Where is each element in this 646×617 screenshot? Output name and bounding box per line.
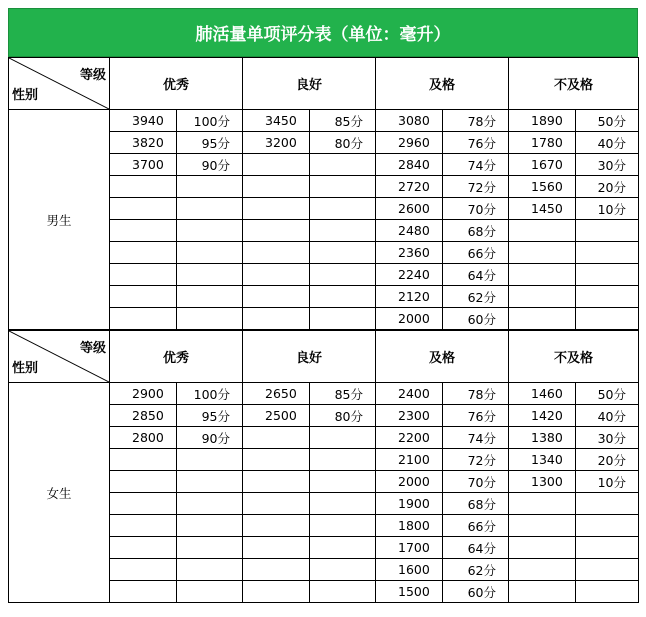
volume-cell [110,264,177,286]
score-table-female [8,330,639,603]
score-cell: 68分 [443,493,509,515]
score-cell [177,493,243,515]
volume-cell: 2120 [376,286,443,308]
score-cell: 10分 [576,198,639,220]
score-cell [177,286,243,308]
score-cell: 85分 [310,110,376,132]
volume-cell [509,264,576,286]
volume-cell: 3450 [243,110,310,132]
score-cell: 72分 [443,176,509,198]
volume-cell: 2600 [376,198,443,220]
header-row [9,58,639,110]
volume-cell [509,308,576,330]
score-cell: 20分 [576,176,639,198]
volume-cell: 1460 [509,383,576,405]
volume-cell: 2300 [376,405,443,427]
score-cell: 66分 [443,515,509,537]
volume-cell [110,242,177,264]
score-cell: 74分 [443,427,509,449]
score-cell: 64分 [443,264,509,286]
corner-header-cell [9,331,110,383]
score-cell [177,264,243,286]
score-cell: 74分 [443,154,509,176]
score-cell [310,515,376,537]
score-cell [310,220,376,242]
volume-cell: 2000 [376,308,443,330]
volume-cell [509,581,576,603]
score-cell: 76分 [443,405,509,427]
volume-cell: 2900 [110,383,177,405]
score-cell: 40分 [576,405,639,427]
volume-cell [243,515,310,537]
gender-label: 性别 [12,361,39,376]
volume-cell [110,493,177,515]
score-cell: 70分 [443,471,509,493]
volume-cell [110,515,177,537]
volume-cell [110,286,177,308]
level-label: 等级 [79,341,106,356]
score-cell [177,559,243,581]
score-cell: 78分 [443,383,509,405]
score-cell: 64分 [443,537,509,559]
score-cell [177,581,243,603]
volume-cell: 2960 [376,132,443,154]
score-cell [177,449,243,471]
score-cell [310,308,376,330]
volume-cell: 3820 [110,132,177,154]
volume-cell: 2200 [376,427,443,449]
volume-cell [243,264,310,286]
score-cell [177,537,243,559]
score-cell [310,581,376,603]
score-cell: 85分 [310,383,376,405]
score-cell [310,537,376,559]
volume-cell [509,220,576,242]
header-row [9,331,639,383]
score-cell: 80分 [310,405,376,427]
volume-cell [110,559,177,581]
volume-cell: 1450 [509,198,576,220]
volume-cell [509,242,576,264]
volume-cell: 1300 [509,471,576,493]
score-cell [576,537,639,559]
volume-cell: 2850 [110,405,177,427]
volume-cell: 1500 [376,581,443,603]
score-cell: 62分 [443,559,509,581]
score-cell: 50分 [576,110,639,132]
score-cell: 76分 [443,132,509,154]
level-header-0: 优秀 [110,331,243,383]
volume-cell [243,449,310,471]
score-cell: 30分 [576,154,639,176]
table-title: 肺活量单项评分表（单位：毫升） [8,8,638,57]
score-cell [310,427,376,449]
score-cell: 100分 [177,110,243,132]
volume-cell: 1700 [376,537,443,559]
score-cell [177,176,243,198]
score-cell: 66分 [443,242,509,264]
volume-cell [243,286,310,308]
score-cell: 60分 [443,308,509,330]
volume-cell [243,308,310,330]
volume-cell [509,559,576,581]
score-cell [310,286,376,308]
volume-cell: 1780 [509,132,576,154]
score-cell: 80分 [310,132,376,154]
volume-cell [110,581,177,603]
score-cell [310,559,376,581]
volume-cell: 2000 [376,471,443,493]
score-cell [177,220,243,242]
score-cell [576,581,639,603]
volume-cell [243,427,310,449]
score-cell [177,242,243,264]
volume-cell [243,176,310,198]
volume-cell: 3700 [110,154,177,176]
volume-cell: 2500 [243,405,310,427]
level-label: 等级 [79,68,106,83]
volume-cell: 3080 [376,110,443,132]
score-cell: 72分 [443,449,509,471]
volume-cell [243,220,310,242]
score-cell [310,176,376,198]
score-cell: 68分 [443,220,509,242]
score-cell [310,493,376,515]
volume-cell [509,537,576,559]
level-header-2: 及格 [376,331,509,383]
score-cell: 90分 [177,154,243,176]
table-row [9,110,639,132]
score-cell [310,198,376,220]
volume-cell: 2650 [243,383,310,405]
score-cell: 20分 [576,449,639,471]
score-cell [177,198,243,220]
score-cell [177,308,243,330]
score-table-male [8,57,639,330]
volume-cell [110,308,177,330]
score-cell [576,308,639,330]
score-cell: 70分 [443,198,509,220]
volume-cell [509,493,576,515]
volume-cell [243,471,310,493]
volume-cell: 1600 [376,559,443,581]
score-cell [576,515,639,537]
level-header-2: 及格 [376,58,509,110]
level-header-1: 良好 [243,331,376,383]
volume-cell [110,198,177,220]
score-cell [576,559,639,581]
score-cell: 78分 [443,110,509,132]
score-cell: 60分 [443,581,509,603]
corner-header-cell [9,58,110,110]
volume-cell [243,198,310,220]
gender-label-cell: 女生 [9,383,110,603]
volume-cell: 2360 [376,242,443,264]
score-cell: 62分 [443,286,509,308]
volume-cell [243,242,310,264]
volume-cell: 2400 [376,383,443,405]
level-header-1: 良好 [243,58,376,110]
volume-cell: 2840 [376,154,443,176]
volume-cell [110,449,177,471]
score-cell [310,449,376,471]
level-header-3: 不及格 [509,331,639,383]
volume-cell [509,286,576,308]
score-cell: 50分 [576,383,639,405]
score-cell: 95分 [177,132,243,154]
volume-cell [243,537,310,559]
score-cell [177,471,243,493]
volume-cell [110,471,177,493]
volume-cell [243,154,310,176]
volume-cell [509,515,576,537]
score-cell: 40分 [576,132,639,154]
volume-cell: 1560 [509,176,576,198]
volume-cell [110,176,177,198]
score-cell [576,493,639,515]
volume-cell: 2720 [376,176,443,198]
gender-label: 性别 [12,88,39,103]
volume-cell: 1890 [509,110,576,132]
volume-cell: 3940 [110,110,177,132]
score-cell [576,220,639,242]
volume-cell: 2480 [376,220,443,242]
volume-cell: 2240 [376,264,443,286]
level-header-0: 优秀 [110,58,243,110]
level-header-3: 不及格 [509,58,639,110]
score-cell [177,515,243,537]
score-cell: 90分 [177,427,243,449]
score-cell [576,264,639,286]
volume-cell: 1420 [509,405,576,427]
volume-cell: 1800 [376,515,443,537]
volume-cell: 2800 [110,427,177,449]
score-cell: 30分 [576,427,639,449]
score-cell: 100分 [177,383,243,405]
volume-cell: 1670 [509,154,576,176]
volume-cell: 2100 [376,449,443,471]
volume-cell: 3200 [243,132,310,154]
score-cell [310,471,376,493]
volume-cell [243,581,310,603]
score-cell [310,154,376,176]
score-cell [576,286,639,308]
volume-cell [110,537,177,559]
volume-cell: 1340 [509,449,576,471]
volume-cell: 1900 [376,493,443,515]
score-cell [576,242,639,264]
volume-cell [243,493,310,515]
score-cell [310,264,376,286]
volume-cell [110,220,177,242]
volume-cell: 1380 [509,427,576,449]
gender-label-cell: 男生 [9,110,110,330]
table-row [9,383,639,405]
score-cell: 10分 [576,471,639,493]
score-cell [310,242,376,264]
volume-cell [243,559,310,581]
score-cell: 95分 [177,405,243,427]
